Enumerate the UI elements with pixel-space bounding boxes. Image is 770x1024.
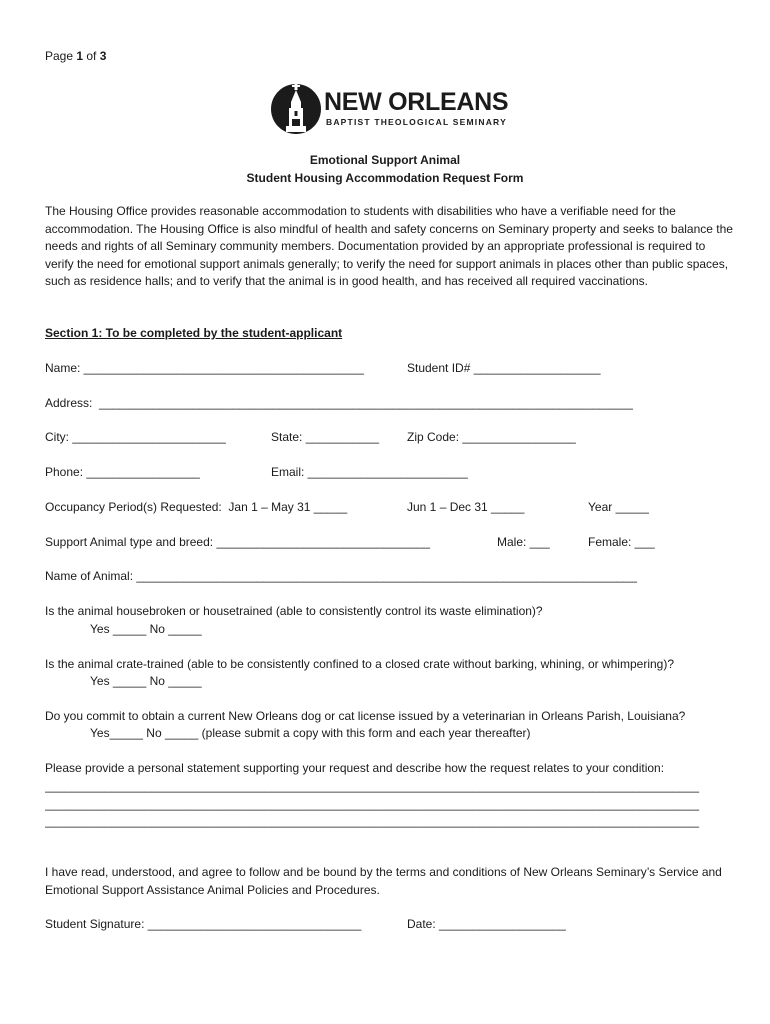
page-total: 3 bbox=[99, 49, 107, 63]
animal-name-field[interactable]: Name of Animal: ___________________________________________________________________________ bbox=[45, 569, 637, 583]
page-current: 1 bbox=[76, 49, 84, 63]
crate-question: Is the animal crate-trained (able to be consistently confined to a closed crate without barking, whining, or whimpering)? bbox=[45, 657, 674, 671]
statement-line-3[interactable]: __________________________________________________________________________________________________ bbox=[45, 814, 700, 828]
animal-type-field[interactable]: Support Animal type and breed: ________________________________ bbox=[45, 535, 431, 549]
logo-subtitle: BAPTIST THEOLOGICAL SEMINARY bbox=[326, 117, 507, 127]
occupancy-jan-may-field[interactable]: Occupancy Period(s) Requested: Jan 1 – May 31 _____ bbox=[45, 500, 348, 514]
phone-field[interactable]: Phone: _________________ bbox=[45, 465, 200, 479]
housebroken-answer[interactable]: Yes _____ No _____ bbox=[90, 622, 202, 636]
name-field[interactable]: Name: __________________________________________ bbox=[45, 361, 364, 375]
statement-line-2[interactable]: __________________________________________________________________________________________________ bbox=[45, 797, 700, 811]
student-signature-field[interactable]: Student Signature: ________________________________ bbox=[45, 917, 362, 931]
page-indicator bbox=[45, 48, 106, 66]
seminary-logo bbox=[270, 80, 510, 136]
student-id-field[interactable]: Student ID# ___________________ bbox=[407, 361, 601, 375]
address-field[interactable]: Address: ________________________________________________________________________________ bbox=[45, 396, 633, 410]
male-field[interactable]: Male: ___ bbox=[497, 535, 550, 549]
date-field[interactable]: Date: ___________________ bbox=[407, 917, 566, 931]
intro-paragraph: The Housing Office provides reasonable accommodation to students with disabilities who have a verifiable need for the accommodation. The Housing Office is also mindful of health and safety concerns on Seminary property and seeks to balance the needs and rights of all Seminary community members. Documentation provided by an appropriate professional is required to verify the need for emotional support animals generally; to verify the need for support animals in places other than public spaces, such as residence halls; and to verify that the animal is in good health, and has received all required vaccinations. bbox=[45, 204, 733, 288]
housebroken-question: Is the animal housebroken or housetrained (able to consistently control its waste elimination)? bbox=[45, 604, 543, 618]
statement-line-1[interactable]: __________________________________________________________________________________________________ bbox=[45, 779, 700, 793]
logo-name: NEW ORLEANS bbox=[324, 88, 509, 116]
city-field[interactable]: City: _______________________ bbox=[45, 430, 226, 444]
form-title-line1: Emotional Support Animal bbox=[309, 153, 461, 167]
female-field[interactable]: Female: ___ bbox=[588, 535, 655, 549]
email-field[interactable]: Email: ________________________ bbox=[271, 465, 468, 479]
zip-field[interactable]: Zip Code: _________________ bbox=[407, 430, 576, 444]
crate-answer[interactable]: Yes _____ No _____ bbox=[90, 674, 202, 688]
license-answer[interactable]: Yes_____ No _____ (please submit a copy with this form and each year thereafter) bbox=[90, 726, 531, 740]
agreement-paragraph: I have read, understood, and agree to follow and be bound by the terms and conditions of New Orleans Seminary’s Service and Emotional Support Assistance Animal Policies and Procedures. bbox=[45, 865, 722, 897]
occupancy-year-field[interactable]: Year _____ bbox=[588, 500, 649, 514]
state-field[interactable]: State: ___________ bbox=[271, 430, 380, 444]
page-of: of bbox=[83, 49, 100, 63]
form-title-line2: Student Housing Accommodation Request Form bbox=[246, 171, 524, 185]
occupancy-jun-dec-field[interactable]: Jun 1 – Dec 31 _____ bbox=[407, 500, 525, 514]
chapel-emblem-icon bbox=[270, 80, 322, 136]
license-question: Do you commit to obtain a current New Orleans dog or cat license issued by a veterinarian in Orleans Parish, Louisiana? bbox=[45, 709, 686, 723]
page-prefix: Page bbox=[45, 49, 77, 63]
section-1-heading: Section 1: To be completed by the student-applicant bbox=[45, 326, 343, 340]
statement-prompt: Please provide a personal statement supporting your request and describe how the request relates to your condition: bbox=[45, 761, 665, 775]
